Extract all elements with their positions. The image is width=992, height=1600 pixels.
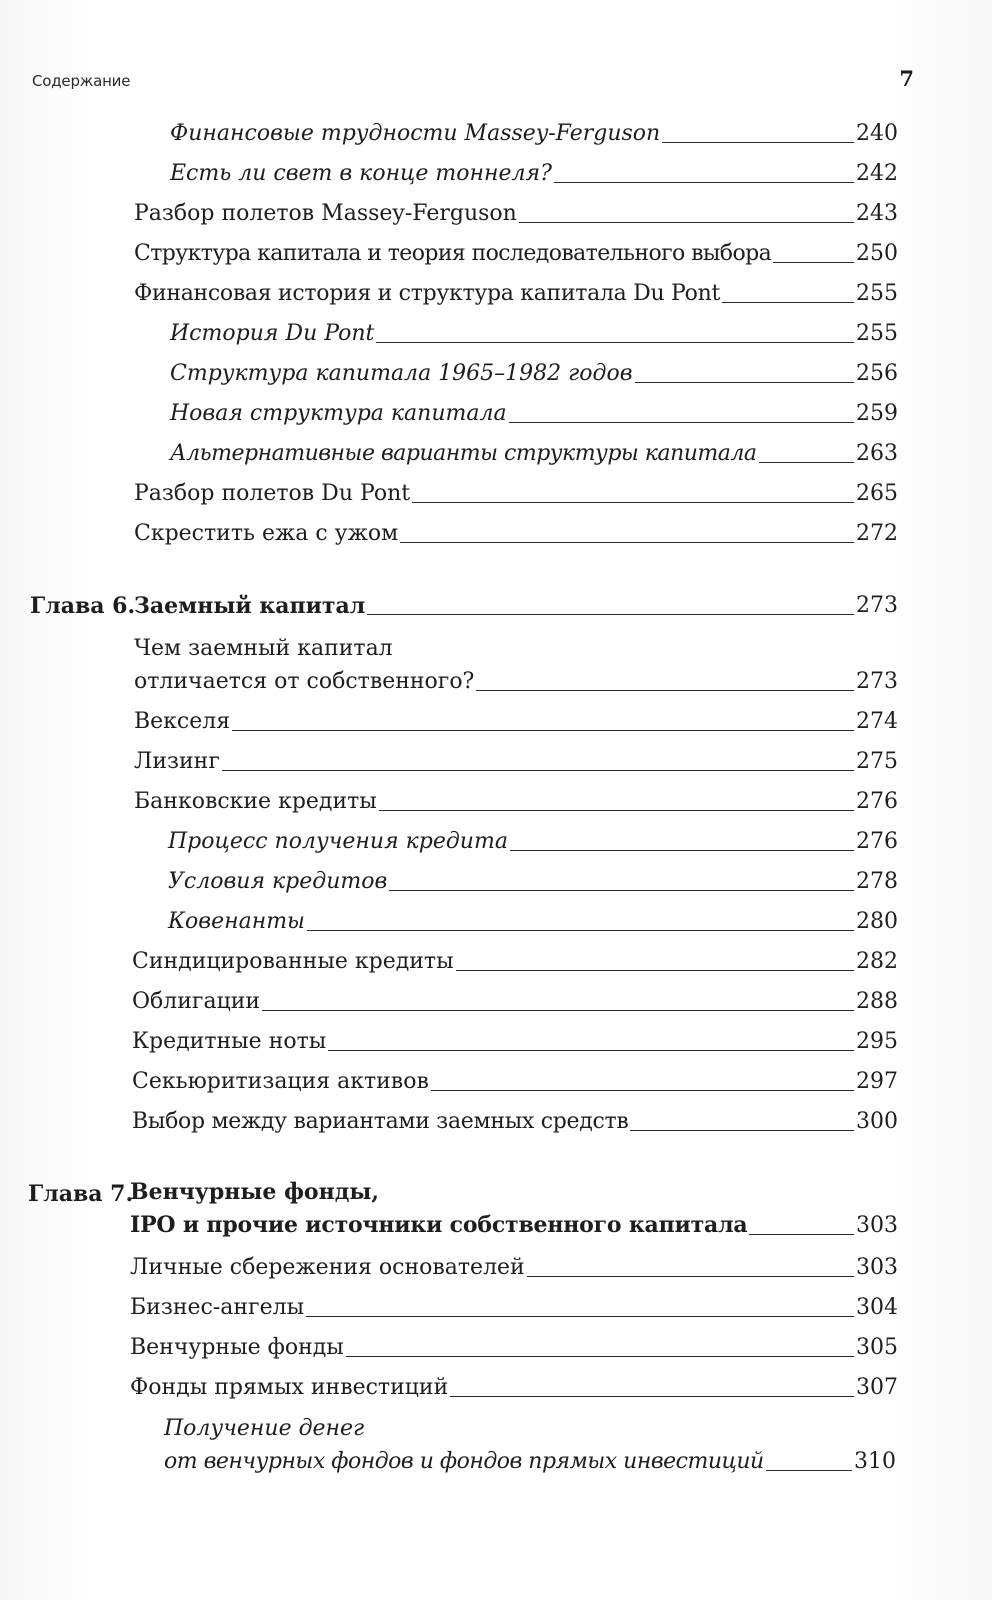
chapter-6-title: Заемный капитал	[134, 593, 366, 619]
toc-entry-page: 288	[856, 989, 898, 1014]
dot-leader	[232, 730, 854, 731]
dot-leader	[749, 1234, 854, 1235]
toc-entry-page: 278	[856, 869, 898, 894]
toc-entry-page: 256	[856, 361, 898, 386]
toc-entry-page: 274	[856, 709, 898, 734]
toc-entry-title: Личные сбережения основателей	[130, 1255, 525, 1280]
toc-entry	[130, 1252, 898, 1284]
dot-leader	[722, 302, 854, 303]
chapter-6-page: 273	[856, 593, 898, 618]
toc-entry	[130, 1372, 898, 1404]
dot-leader	[510, 850, 854, 851]
toc-entry	[134, 706, 898, 738]
toc-entry-page: 242	[856, 161, 898, 186]
dot-leader	[376, 342, 854, 343]
toc-entry-title: Есть ли свет в конце тоннеля?	[170, 161, 552, 186]
toc-entry-title: Структура капитала 1965–1982 годов	[170, 361, 633, 386]
toc-entry-title: Фонды прямых инвестиций	[130, 1375, 449, 1400]
toc-entry-page: 263	[856, 441, 898, 466]
chapter-6-label: Глава 6.	[30, 593, 136, 619]
toc-entry-title: Финансовые трудности Massey-Ferguson	[170, 121, 661, 146]
toc-entry	[132, 1106, 898, 1138]
toc-entry-title: Выбор между вариантами заемных средств	[132, 1109, 629, 1134]
toc-entry	[164, 1412, 896, 1478]
chapter-7-title-line1: Венчурные фонды,	[130, 1179, 380, 1205]
dot-leader	[222, 770, 854, 771]
toc-entry	[134, 278, 898, 310]
toc-entry	[132, 986, 898, 1018]
dot-leader	[367, 614, 854, 615]
toc-entry-title: Банковские кредиты	[134, 789, 377, 814]
toc-entry	[134, 518, 898, 550]
toc-entry-page: 250	[856, 241, 898, 266]
toc-entry-title: Структура капитала и теория последовательного выбора	[134, 241, 772, 266]
toc-entry-page: 282	[856, 949, 898, 974]
dot-leader	[527, 1276, 854, 1277]
toc-entry-page: 304	[856, 1295, 898, 1320]
toc-entry	[134, 746, 898, 778]
toc-entry-title: Процесс получения кредита	[168, 829, 508, 854]
toc-entry	[132, 946, 898, 978]
page-number: 7	[899, 66, 914, 91]
chapter-7-page: 303	[856, 1213, 898, 1238]
dot-leader	[379, 810, 854, 811]
dot-leader	[635, 382, 854, 383]
dot-leader	[630, 1130, 854, 1131]
toc-entry-title-line2: от венчурных фондов и фондов прямых инвестиций	[164, 1449, 764, 1474]
toc-entry-page: 255	[856, 321, 898, 346]
toc-entry-title: Новая структура капитала	[170, 401, 507, 426]
toc-entry	[168, 906, 898, 938]
toc-entry-page: 240	[856, 121, 898, 146]
dot-leader	[346, 1356, 854, 1357]
toc-entry-page: 265	[856, 481, 898, 506]
toc-entry	[134, 478, 898, 510]
toc-entry-title-line2: отличается от собственного?	[134, 669, 475, 694]
toc-entry	[170, 158, 898, 190]
chapter-7-label: Глава 7.	[28, 1181, 134, 1207]
toc-entry-page: 303	[856, 1255, 898, 1280]
toc-entry-page: 310	[854, 1449, 896, 1474]
toc-entry-title: Синдицированные кредиты	[132, 949, 454, 974]
dot-leader	[554, 182, 854, 183]
toc-entry-page: 295	[856, 1029, 898, 1054]
toc-entry-title: Секьюритизация активов	[132, 1069, 429, 1094]
toc-entry	[168, 826, 898, 858]
toc-entry	[170, 438, 898, 470]
dot-leader	[519, 222, 854, 223]
toc-entry	[132, 1066, 898, 1098]
toc-entry	[168, 866, 898, 898]
toc-entry-title: Разбор полетов Du Pont	[134, 481, 411, 506]
toc-entry-title: Разбор полетов Massey-Ferguson	[134, 201, 517, 226]
toc-entry	[170, 358, 898, 390]
toc-entry	[170, 318, 898, 350]
chapter-7-title-line2: IPO и прочие источники собственного капитала	[130, 1212, 748, 1238]
toc-entry-title: Условия кредитов	[168, 869, 388, 894]
toc-entry-page: 273	[856, 669, 898, 694]
toc-entry	[134, 632, 898, 698]
toc-entry-page: 276	[856, 829, 898, 854]
toc-entry-title: Венчурные фонды	[130, 1335, 344, 1360]
chapter-6-heading	[134, 590, 898, 622]
toc-entry-title: История Du Pont	[170, 321, 375, 346]
dot-leader	[662, 142, 854, 143]
toc-entry-title: Бизнес-ангелы	[130, 1295, 305, 1320]
toc-entry	[130, 1292, 898, 1324]
toc-entry-page: 300	[856, 1109, 898, 1134]
toc-entry	[130, 1332, 898, 1364]
dot-leader	[400, 542, 854, 543]
dot-leader	[307, 930, 854, 931]
toc-entry	[132, 1026, 898, 1058]
toc-entry-page: 272	[856, 521, 898, 546]
toc-entry-page: 243	[856, 201, 898, 226]
chapter-7-heading	[130, 1176, 898, 1242]
toc-entry-page: 307	[856, 1375, 898, 1400]
toc-entry-title-line1: Чем заемный капитал	[134, 636, 393, 661]
toc-entry-page: 305	[856, 1335, 898, 1360]
dot-leader	[431, 1090, 854, 1091]
dot-leader	[509, 422, 854, 423]
dot-leader	[412, 502, 854, 503]
dot-leader	[766, 1470, 852, 1471]
toc-entry	[170, 118, 898, 150]
toc-entry	[134, 238, 898, 270]
toc-entry-page: 275	[856, 749, 898, 774]
dot-leader	[759, 462, 854, 463]
toc-entry-title: Векселя	[134, 709, 231, 734]
toc-entry-title: Альтернативные варианты структуры капитала	[170, 441, 757, 466]
toc-entry-page: 276	[856, 789, 898, 814]
toc-entry-title: Кредитные ноты	[132, 1029, 327, 1054]
toc-entry	[134, 786, 898, 818]
toc-entry-title: Ковенанты	[168, 909, 305, 934]
toc-entry-title: Финансовая история и структура капитала Du Pont	[134, 281, 720, 306]
toc-entry-title: Скрестить ежа с ужом	[134, 521, 399, 546]
dot-leader	[476, 690, 854, 691]
toc-entry-title-line1: Получение денег	[164, 1416, 365, 1441]
dot-leader	[456, 970, 854, 971]
dot-leader	[328, 1050, 854, 1051]
toc-entry-page: 255	[856, 281, 898, 306]
dot-leader	[450, 1396, 854, 1397]
running-header-section: Содержание	[32, 72, 131, 90]
toc-entry-page: 280	[856, 909, 898, 934]
dot-leader	[306, 1316, 854, 1317]
dot-leader	[389, 890, 854, 891]
toc-entry-title: Лизинг	[134, 749, 220, 774]
toc-entry-title: Облигации	[132, 989, 261, 1014]
toc-entry	[170, 398, 898, 430]
toc-entry	[134, 198, 898, 230]
dot-leader	[262, 1010, 854, 1011]
dot-leader	[773, 262, 854, 263]
toc-entry-page: 259	[856, 401, 898, 426]
toc-entry-page: 297	[856, 1069, 898, 1094]
